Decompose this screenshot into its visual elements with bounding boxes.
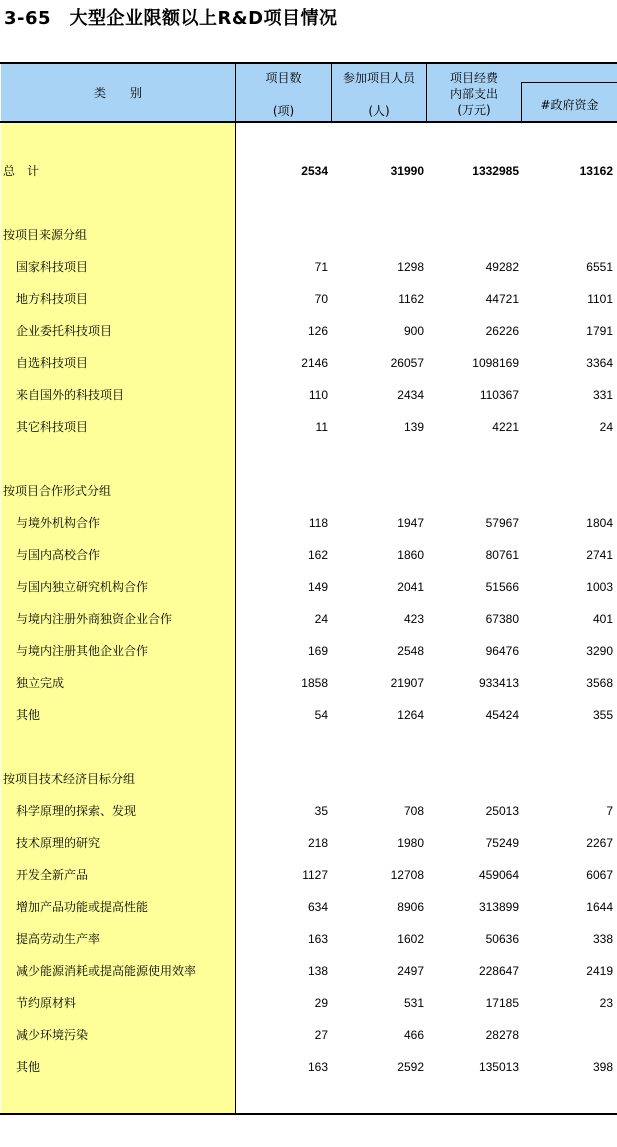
- row-value: 1162: [398, 292, 424, 306]
- row-label: 独立完成: [16, 676, 65, 690]
- table-row: [0, 219, 617, 251]
- row-label: 减少能源消耗或提高能源使用效率: [16, 964, 197, 978]
- row-value: 1003: [586, 580, 613, 594]
- row-value: 138: [307, 964, 328, 978]
- row-value: 1804: [586, 516, 613, 530]
- row-label: 其他: [16, 1060, 41, 1074]
- table-row: [0, 475, 617, 507]
- row-value: 163: [307, 932, 328, 946]
- table-row: [0, 859, 617, 891]
- header-expenditure-line1: 项目经费: [449, 71, 498, 85]
- table-row: [0, 923, 617, 955]
- row-value: 531: [403, 996, 424, 1010]
- row-value: 3290: [586, 644, 613, 658]
- row-value: 12708: [390, 868, 424, 882]
- table-row: [0, 539, 617, 571]
- row-label: 科学原理的探索、发现: [16, 804, 137, 818]
- row-value: 1098169: [472, 356, 519, 370]
- row-value: 8906: [397, 900, 424, 914]
- row-value: 163: [307, 1060, 328, 1074]
- row-value: 149: [307, 580, 328, 594]
- table-row: [0, 987, 617, 1019]
- header-personnel-unit: (人): [368, 104, 390, 118]
- row-value: 71: [314, 260, 328, 274]
- row-value: 28278: [485, 1028, 519, 1042]
- row-label: 按项目技术经济目标分组: [3, 772, 136, 786]
- row-value: 21907: [390, 676, 424, 690]
- subheader-divider: [521, 82, 617, 83]
- header-government-funds: #政府资金: [540, 98, 599, 112]
- row-value: 3568: [586, 676, 613, 690]
- header-expenditure-unit: (万元): [457, 103, 491, 117]
- row-value: 1980: [397, 836, 424, 850]
- row-value: 135013: [478, 1060, 519, 1074]
- row-value: 6551: [586, 260, 613, 274]
- table-row: [0, 891, 617, 923]
- table-row: [0, 507, 617, 539]
- table-row: [0, 1019, 617, 1051]
- row-value: 708: [403, 804, 424, 818]
- row-value: 398: [592, 1060, 613, 1074]
- table-row: [0, 827, 617, 859]
- row-value: 2592: [397, 1060, 424, 1074]
- table-row: [0, 155, 617, 187]
- row-value: 25013: [485, 804, 519, 818]
- row-value: 2146: [301, 356, 328, 370]
- row-value: 26226: [485, 324, 519, 338]
- row-label: 国家科技项目: [16, 260, 89, 274]
- row-value: 80761: [485, 548, 519, 562]
- row-value: 110367: [479, 388, 519, 402]
- table-row: [0, 699, 617, 731]
- row-value: 13162: [579, 164, 613, 178]
- table-row: [0, 667, 617, 699]
- table-row: [0, 1051, 617, 1083]
- row-value: 24: [599, 420, 613, 434]
- row-label: 按项目来源分组: [3, 228, 88, 242]
- row-value: 2548: [397, 644, 424, 658]
- row-value: 1127: [302, 868, 328, 882]
- row-label: 开发全新产品: [16, 868, 89, 882]
- row-label: 与境外机构合作: [16, 516, 101, 530]
- row-label: 按项目合作形式分组: [3, 484, 112, 498]
- row-label: 地方科技项目: [16, 292, 89, 306]
- row-label: 与国内独立研究机构合作: [16, 580, 149, 594]
- header-category: 类 别: [93, 86, 142, 100]
- table-row: [0, 955, 617, 987]
- table-row: [0, 411, 617, 443]
- row-label: 提高劳动生产率: [16, 932, 101, 946]
- row-value: 313899: [478, 900, 519, 914]
- row-value: 401: [592, 612, 613, 626]
- row-label: 自选科技项目: [16, 356, 89, 370]
- row-value: 423: [403, 612, 424, 626]
- row-value: 1264: [397, 708, 424, 722]
- row-value: 17185: [485, 996, 519, 1010]
- header-project-count-unit: (项): [272, 104, 295, 118]
- row-label: 增加产品功能或提高性能: [16, 900, 149, 914]
- row-value: 27: [314, 1028, 328, 1042]
- row-label: 与国内高校合作: [16, 548, 101, 562]
- row-value: 1602: [397, 932, 424, 946]
- header-expenditure-line2: 内部支出: [449, 87, 498, 101]
- table-row: [0, 379, 617, 411]
- row-value: 31990: [390, 164, 424, 178]
- row-value: 7: [606, 804, 613, 818]
- page-title: 3-65 大型企业限额以上R&D项目情况: [4, 8, 338, 29]
- row-value: 466: [403, 1028, 424, 1042]
- table-row: [0, 571, 617, 603]
- table-row: [0, 635, 617, 667]
- row-value: 634: [307, 900, 328, 914]
- row-value: 29: [314, 996, 328, 1010]
- row-value: 6067: [586, 868, 613, 882]
- table-row: [0, 315, 617, 347]
- row-value: [522, 1019, 613, 1051]
- row-value: 1947: [397, 516, 424, 530]
- row-label: 其他: [16, 708, 41, 722]
- row-value: 1101: [587, 292, 613, 306]
- row-value: 35: [314, 804, 328, 818]
- header-bottom-border: [0, 121, 617, 123]
- row-value: 338: [592, 932, 613, 946]
- row-value: 1332985: [472, 164, 519, 178]
- row-label: 与境内注册其他企业合作: [16, 644, 149, 658]
- row-value: 218: [307, 836, 328, 850]
- table-row: [0, 763, 617, 795]
- table-row: [0, 795, 617, 827]
- row-value: 11: [315, 420, 328, 434]
- row-value: 49282: [485, 260, 519, 274]
- row-value: 70: [314, 292, 328, 306]
- row-value: 110: [308, 388, 328, 402]
- data-table: [0, 62, 617, 1115]
- row-value: 355: [592, 708, 613, 722]
- row-label: 技术原理的研究: [16, 836, 101, 850]
- table-row: [0, 603, 617, 635]
- row-value: 2267: [586, 836, 613, 850]
- row-value: 45424: [485, 708, 519, 722]
- row-value: 23: [599, 996, 613, 1010]
- row-value: 126: [307, 324, 328, 338]
- row-value: 2434: [397, 388, 424, 402]
- row-label: 企业委托科技项目: [16, 324, 113, 338]
- row-value: 118: [308, 516, 328, 530]
- row-label: 其它科技项目: [16, 420, 89, 434]
- row-value: 2497: [397, 964, 424, 978]
- row-value: 162: [307, 548, 328, 562]
- header-personnel: 参加项目人员: [342, 71, 415, 85]
- row-value: 24: [314, 612, 328, 626]
- row-value: 50636: [485, 932, 519, 946]
- row-value: 2741: [586, 548, 613, 562]
- row-label: 减少环境污染: [16, 1028, 89, 1042]
- row-value: 44721: [485, 292, 519, 306]
- row-label: 节约原材料: [16, 996, 77, 1010]
- row-value: 57967: [485, 516, 519, 530]
- row-value: 1858: [301, 676, 328, 690]
- table-row: [0, 347, 617, 379]
- row-value: 26057: [390, 356, 424, 370]
- row-value: 3364: [586, 356, 613, 370]
- row-value: 67380: [485, 612, 519, 626]
- row-label: 来自国外的科技项目: [16, 388, 125, 402]
- row-value: 2534: [301, 164, 328, 178]
- row-value: 900: [403, 324, 424, 338]
- row-value: 228647: [478, 964, 519, 978]
- row-value: 54: [314, 708, 328, 722]
- row-value: 169: [307, 644, 328, 658]
- table-bottom-border: [0, 1113, 617, 1115]
- row-value: 1791: [586, 324, 613, 338]
- row-value: 331: [592, 388, 613, 402]
- header-top-border: [0, 62, 617, 64]
- row-value: 459064: [478, 868, 519, 882]
- row-value: 51566: [485, 580, 519, 594]
- row-value: 1860: [397, 548, 424, 562]
- row-value: 139: [403, 420, 424, 434]
- row-label: 总 计: [3, 164, 40, 178]
- row-value: 1298: [397, 260, 424, 274]
- row-value: 1644: [586, 900, 613, 914]
- row-value: 75249: [485, 836, 519, 850]
- row-value: 4221: [492, 420, 519, 434]
- table-row: [0, 251, 617, 283]
- row-value: 2041: [397, 580, 424, 594]
- row-label: 与境内注册外商独资企业合作: [16, 612, 173, 626]
- row-value: 933413: [478, 676, 519, 690]
- table-row: [0, 283, 617, 315]
- row-value: 96476: [485, 644, 519, 658]
- header-project-count: 项目数: [265, 71, 302, 85]
- row-value: 2419: [586, 964, 613, 978]
